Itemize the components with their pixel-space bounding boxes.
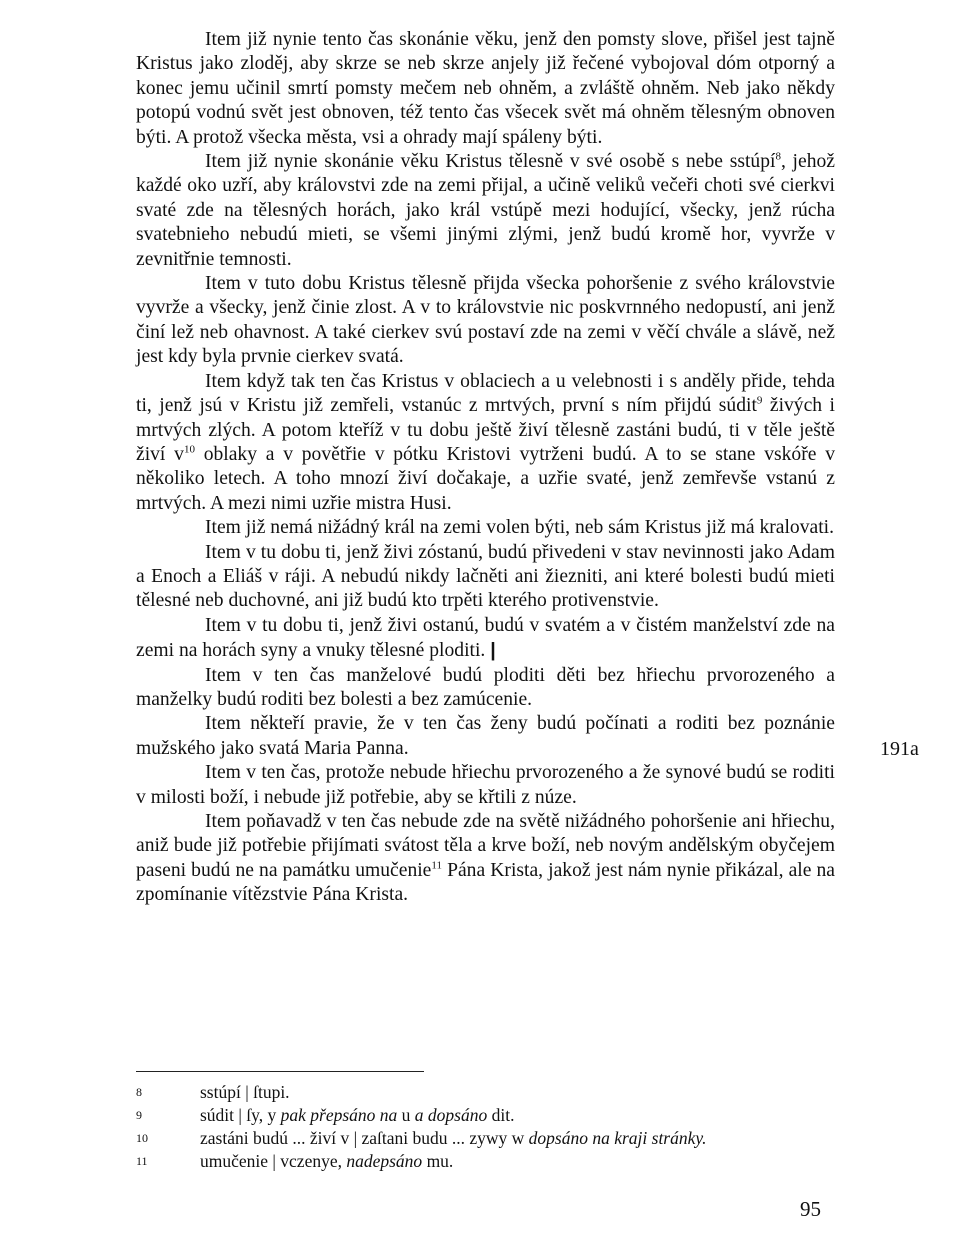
footnotes (136, 1081, 835, 1173)
paragraph-text: Pána Krista, jakož jest nám nynie přikázal, ale na zpomínanie vítězstvie Pána Krista. (136, 859, 836, 906)
editorial-note: a dopsáno (414, 1105, 488, 1125)
footnote-separator (136, 1071, 424, 1072)
paragraph (136, 614, 835, 664)
paragraph (136, 712, 835, 761)
paragraph-text: Item v ten čas manželové budú ploditi děti bez hřiechu prvorozeného a manželky budú roditi bez bolesti a bez zamúcenie. (136, 664, 835, 710)
footnote-fragment: dit. (487, 1105, 515, 1125)
page-number: 95 (800, 1197, 821, 1221)
paragraph-text: Item již nemá nižádný král na zemi volen býti, neb sám Kristus již má kralovati. (205, 517, 834, 539)
footnote (136, 1127, 835, 1150)
paragraph (136, 28, 835, 150)
footnote-number: 8 (136, 1085, 142, 1099)
paragraph-text: Item v tu dobu ti, jenž živi ostanú, budú v svatém a v čistém manželství zde na zemi na horách syny a vnuky tělesné ploditi. (136, 614, 835, 662)
footnote-ref: 10 (183, 443, 195, 456)
paragraph (136, 150, 835, 272)
paragraph-text: Item již nynie tento čas skonánie věku, jenž den pomsty slove, přišel jest tajně Kristus jako zloděj, aby skrze se neb skrze anjely již řečené vybojoval dóm otporný a konec jemu učinil smrtí pomsty mečem neb ohněm, a zvláště ohněm. Neb jako někdy potopú vodnú svět jest obnoven, též tento čas všecek svět má ohněm tělesným obnoven býti. A protož všecka města, vsi a ohrady mají spáleny býti. (136, 29, 835, 148)
main-text (136, 28, 835, 908)
footnote (136, 1081, 835, 1104)
footnote-ref: 8 (775, 150, 781, 163)
paragraph-text: živých i mrtvých zlých. A potom kteříž v tu dobu ještě živí tělesně zastáni budú, ti v těle ještě živí v (136, 395, 836, 465)
footnote-text (200, 1104, 835, 1127)
folio-break-marker: | (490, 639, 496, 662)
footnote-number: 10 (136, 1131, 148, 1145)
editorial-note: dopsáno na kraji stránky. (528, 1128, 707, 1148)
footnote-fragment: mu. (422, 1151, 454, 1171)
paragraph-text: Item v tu dobu ti, jenž živi zóstanú, budú přivedeni v stav nevinnosti jako Adam a Enoch a Eliáš v ráji. A nebudú nikdy lačněti ani žiezniti, ani které bolesti budú mieti tělesné neb duchovné, ani již budú kto trpěti kterého protivenstvie. (136, 541, 835, 612)
paragraph (136, 810, 835, 908)
footnote-fragment: zastáni budú ... živí v | zaſtani budu ... zywy w (200, 1128, 529, 1148)
paragraph-text: Item v ten čas, protože nebude hřiechu prvorozeného a že synové budú se roditi v milosti boží, i nebude již potřebie, aby se křtili z núze. (136, 762, 835, 808)
editorial-note: pak přepsáno na (280, 1105, 398, 1125)
footnote-text (200, 1150, 835, 1173)
paragraph (136, 541, 835, 614)
paragraph-text: Item někteří pravie, že v ten čas ženy budú počínati a roditi bez poznánie mužského jako svatá Maria Panna. (136, 713, 835, 759)
footnote-ref: 11 (431, 859, 442, 872)
paragraph (136, 664, 835, 713)
footnote-fragment: sstúpí | ſtupi. (200, 1082, 290, 1102)
paragraph-text: Item v tuto dobu Kristus tělesně přijda všecka pohoršenie z svého královstvie vyvrže a všecky, jenž činie zlost. A v to královstvie nic poskvrnného nedopustí, ani jenž činí lež neb ohavnost. A také cierkev svú postaví zde na zemi v věčí chvále a slávě, než jest kdy byla prvnie cierkev svatá. (136, 273, 835, 368)
footnote-number: 9 (136, 1108, 142, 1122)
footnote-fragment: súdit | ſy, y (200, 1105, 281, 1125)
footnote (136, 1150, 835, 1173)
paragraph (136, 761, 835, 810)
footnote (136, 1104, 835, 1127)
editorial-note: nadepsáno (346, 1151, 423, 1171)
footnote-fragment: u (397, 1105, 415, 1125)
folio-margin-note: 191a (880, 738, 919, 760)
footnote-text (200, 1081, 835, 1104)
paragraph-text: Item poňavadž v ten čas nebude zde na světě nižádného pohoršenie ani hřiechu, aniž bude již potřebie přijímati svátost těla a krve boží, neb novým andělským obyčejem paseni budú ne na památku umučenie (136, 811, 835, 881)
paragraph-text: , jehož každé oko uzří, aby královstvi zde na zemi přijal, a učině veliků večeři choti své cierkvi svaté zde na tělesných horách, jako král vstúpě mezi hodující, všecky, jenž rúcha svatebnieho nebudú mieti, se všemi jinými zlými, jenž budú kromě hor, vyvrže v zevnitřnie temnosti. (136, 151, 835, 270)
footnote-text (200, 1127, 835, 1150)
footnote-fragment: umučenie | vczenye, (200, 1151, 347, 1171)
paragraph (136, 516, 835, 540)
paragraph-text: oblaky a v povětřie v pótku Kristovi vytrženi budú. A to se stane vskóře v několiko letech. A toho mnozí živí dočakaje, a uzřie svaté, jenž zemřevše vstanú z mrtvých. A mezi nimi uzřie mistra Husi. (136, 443, 835, 514)
paragraph (136, 370, 835, 516)
paragraph-text: Item když tak ten čas Kristus v oblaciech a u velebnosti i s anděly přide, tehda ti, jenž jsú v Kristu již zemřeli, vstanúc z mrtvých, první s ním přijdú súdit (136, 370, 835, 417)
paragraph (136, 272, 835, 370)
footnote-number: 11 (136, 1154, 148, 1168)
footnote-ref: 9 (756, 394, 763, 407)
paragraph-text: Item již nynie skonánie věku Kristus tělesně v své osobě s nebe sstúpí (205, 151, 776, 173)
